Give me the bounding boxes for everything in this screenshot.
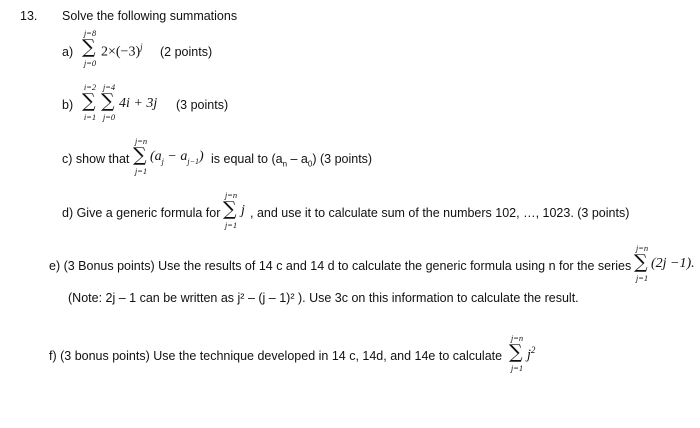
suffix-text: is equal to (a: [211, 152, 283, 166]
part-b-outer-summation: [80, 83, 100, 127]
expr-mid: − a: [163, 149, 188, 164]
sigma-symbol: ∑: [634, 251, 648, 273]
sum-upper-limit: j=8: [83, 28, 97, 38]
sum-upper-limit: j=n: [635, 243, 649, 253]
outer-lower-limit: i=1: [83, 112, 97, 122]
part-a-label: a): [62, 45, 74, 59]
sum-lower-limit: j=1: [510, 363, 524, 373]
part-d-suffix: , and use it to calculate sum of the numbers 102, …, 1023. (3 points): [250, 206, 630, 220]
expr-open: (a: [150, 149, 162, 164]
sum-upper-limit: j=n: [134, 136, 148, 146]
expression-text: j: [527, 347, 531, 363]
part-c-expression: [150, 149, 204, 166]
sigma-symbol: ∑: [223, 198, 237, 220]
subscript: 0: [307, 159, 313, 169]
subscript: j: [161, 156, 164, 166]
question-number: 13.: [20, 9, 38, 23]
part-d-prefix: d) Give a generic formula for: [62, 206, 221, 220]
part-e-summation: [632, 244, 652, 288]
sigma-symbol: ∑: [509, 341, 523, 363]
exponent: 2: [530, 345, 536, 355]
part-f-expression: [527, 345, 535, 364]
part-a-summation: [80, 29, 100, 73]
sigma-symbol: ∑: [82, 36, 96, 58]
part-e-note: (Note: 2j – 1 can be written as j² – (j – 1)² ). Use 3c on this information to calculate the result.: [68, 291, 579, 305]
subscript: j−1: [187, 156, 199, 166]
sum-upper-limit: j=n: [510, 333, 524, 343]
sigma-symbol: ∑: [133, 144, 147, 166]
part-b-label: b): [62, 98, 74, 112]
part-b-expression: 4i + 3j: [119, 96, 158, 111]
part-d-expression: j: [241, 203, 245, 218]
sum-lower-limit: j=1: [134, 166, 148, 176]
expression-text: 2×(−3): [101, 44, 141, 60]
exponent: j: [140, 42, 143, 52]
inner-upper-limit: j=4: [102, 82, 116, 92]
part-b-points: (3 points): [176, 98, 229, 112]
subscript: n: [282, 159, 288, 169]
expr-close: ): [198, 149, 204, 164]
sum-lower-limit: j=1: [224, 220, 238, 230]
part-a-points: (2 points): [160, 45, 213, 59]
part-c-summation: [131, 137, 151, 181]
part-a-expression: [101, 42, 143, 61]
inner-lower-limit: j=0: [102, 112, 116, 122]
part-f-summation: [507, 334, 527, 378]
sum-lower-limit: j=0: [83, 58, 97, 68]
part-f-text: f) (3 bonus points) Use the technique developed in 14 c, 14d, and 14e to calculate: [49, 349, 503, 363]
suffix-text: ) (3 points): [312, 152, 373, 166]
part-e-expression: (2j −1).: [651, 256, 695, 271]
part-c-prefix: c) show that: [62, 152, 130, 166]
part-c-suffix: [211, 152, 372, 169]
sigma-symbol: ∑: [82, 90, 96, 112]
part-b-inner-summation: [99, 83, 119, 127]
question-heading: Solve the following summations: [62, 9, 238, 23]
sum-upper-limit: j=n: [224, 190, 238, 200]
sigma-symbol: ∑: [101, 90, 115, 112]
sum-lower-limit: j=1: [635, 273, 649, 283]
part-e-text: e) (3 Bonus points) Use the results of 14 c and 14 d to calculate the generic formula using n for the series: [49, 259, 632, 273]
outer-upper-limit: i=2: [83, 82, 97, 92]
suffix-text: – a: [287, 152, 308, 166]
part-d-summation: [221, 191, 241, 235]
